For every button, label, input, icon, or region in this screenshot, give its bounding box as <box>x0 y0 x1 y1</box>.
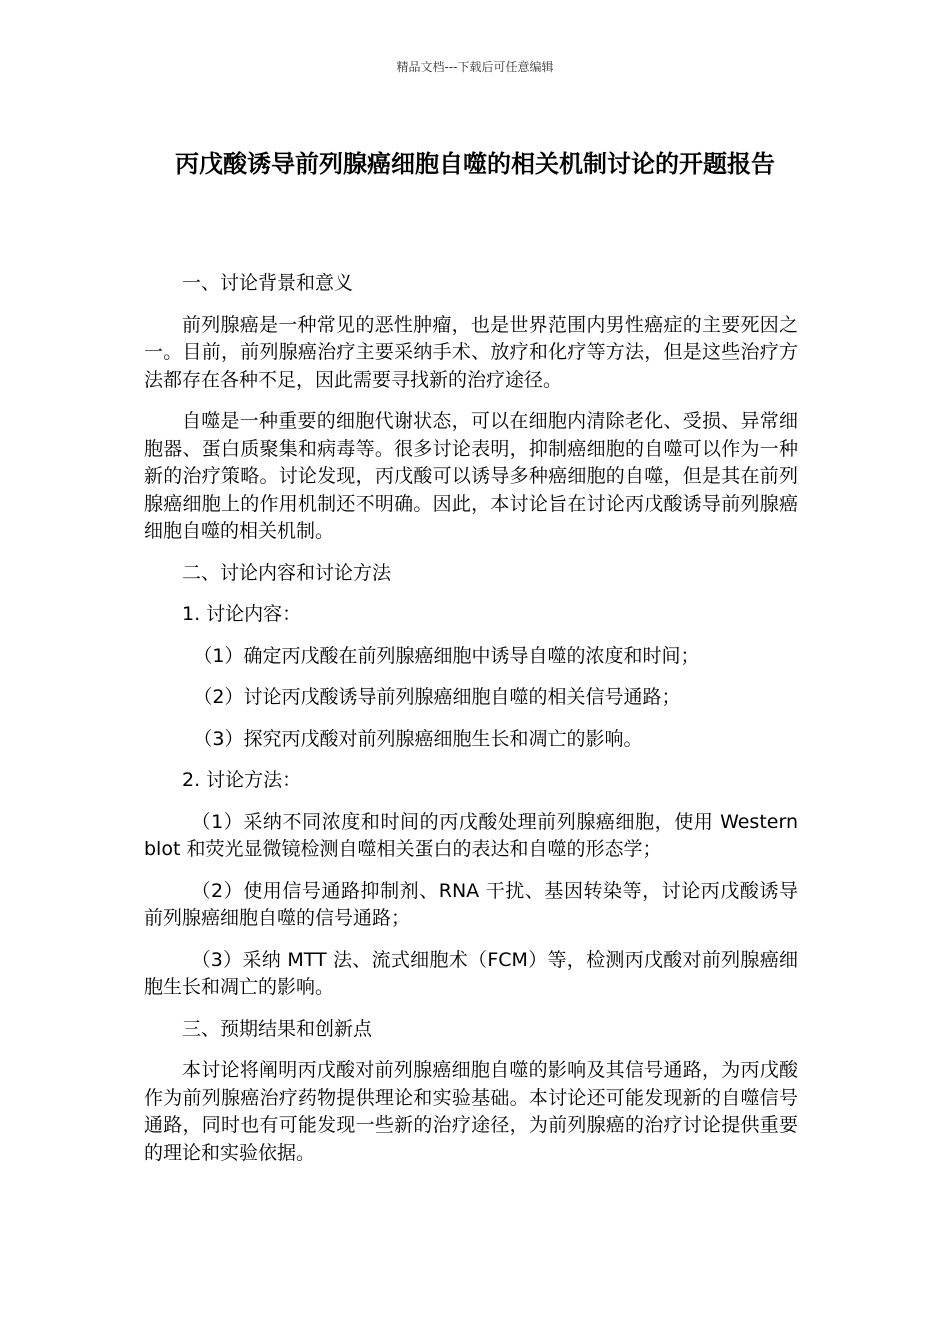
results-paragraph: 本讨论将阐明丙戊酸对前列腺癌细胞自噬的影响及其信号通路，为丙戊酸作为前列腺癌治疗药物提供理论和实验基础。本讨论还可能发现新的自噬信号通路，同时也有可能发现一些新的治疗途径，为前列腺癌的治疗讨论提供重要的理论和实验依据。 <box>144 1059 798 1164</box>
document-body <box>144 270 798 1181</box>
document-title: 丙戊酸诱导前列腺癌细胞自噬的相关机制讨论的开题报告 <box>175 150 775 178</box>
method-subheading: 2. 讨论方法： <box>182 769 302 791</box>
content-item: （2）讨论丙戊酸诱导前列腺癌细胞自噬的相关信号通路； <box>193 686 681 708</box>
section-heading-results: 三、预期结果和创新点 <box>182 1017 373 1040</box>
background-paragraph-2: 自噬是一种重要的细胞代谢状态，可以在细胞内清除老化、受损、异常细胞器、蛋白质聚集和病毒等。很多讨论表明，抑制癌细胞的自噬可以作为一种新的治疗策略。讨论发现，丙戊酸可以诱导多种癌细胞的自噬，但是其在前列腺癌细胞上的作用机制还不明确。因此，本讨论旨在讨论丙戊酸诱导前列腺癌细胞自噬的相关机制。 <box>144 410 798 542</box>
header-note: 精品文档---下载后可任意编辑 <box>396 60 554 74</box>
method-item: （3）采纳 MTT 法、流式细胞术（FCM）等，检测丙戊酸对前列腺癌细胞生长和凋亡的影响。 <box>144 948 798 998</box>
content-item: （1）确定丙戊酸在前列腺癌细胞中诱导自噬的浓度和时间； <box>193 644 700 667</box>
section-heading-content-method: 二、讨论内容和讨论方法 <box>182 561 392 584</box>
section-heading-background: 一、讨论背景和意义 <box>182 272 354 294</box>
method-item: （1）采纳不同浓度和时间的丙戊酸处理前列腺癌细胞，使用 Western blot 和荧光显微镜检测自噬相关蛋白的表达和自噬的形态学； <box>144 810 798 860</box>
background-paragraph-1: 前列腺癌是一种常见的恶性肿瘤，也是世界范围内男性癌症的主要死因之一。目前，前列腺癌治疗主要采纳手术、放疗和化疗等方法，但是这些治疗方法都存在各种不足，因此需要寻找新的治疗途径。 <box>144 313 798 391</box>
method-item: （2）使用信号通路抑制剂、RNA 干扰、基因转染等，讨论丙戊酸诱导前列腺癌细胞自噬的信号通路； <box>144 879 798 929</box>
content-subheading: 1. 讨论内容： <box>182 603 302 625</box>
content-item: （3）探究丙戊酸对前列腺癌细胞生长和凋亡的影响。 <box>193 727 643 750</box>
